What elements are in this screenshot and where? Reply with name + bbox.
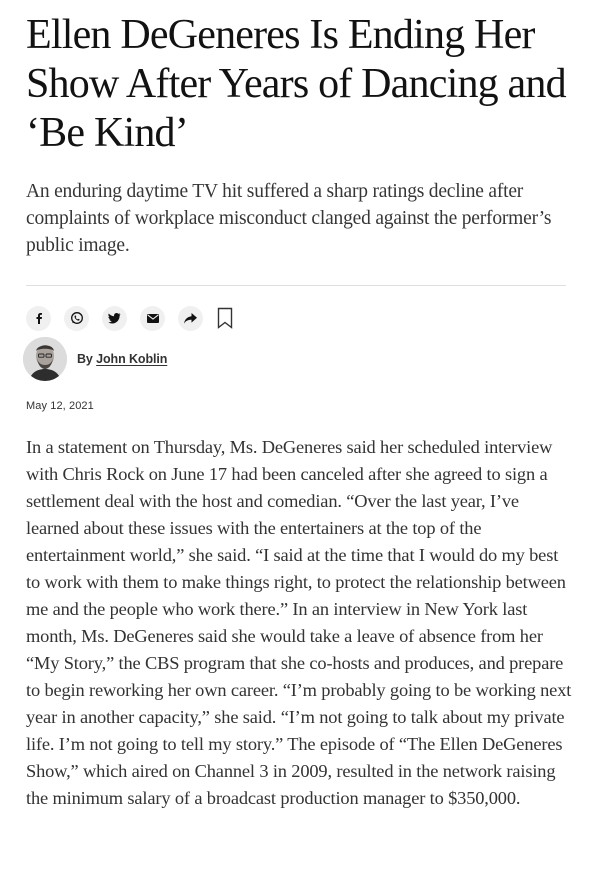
byline-text — [77, 352, 167, 366]
article-body: In a statement on Thursday, Ms. DeGeneres said her scheduled interview with Chris Rock on June 17 had been canceled after she agreed to sign a settlement deal with the host and comedian. “Over the last year, I’ve learned about these issues with the entertainers at the top of the entertainment world,” she said. “I said at the time that I would do my best to work with them to make things right, to protect the relationship between me and the people who work there.” In an interview in New York last month, Ms. DeGeneres said she would take a leave of absence from her “My Story,” the CBS program that she co-hosts and produces, and prepare to begin reworking her own career. “I’m probably going to be working next year in another capacity,” she said. “I’m not going to talk about my private life. I’m not going to tell my story.” The episode of “The Ellen DeGeneres Show,” which aired on Channel 3 in 2009, resulted in the network raising the minimum salary of a broadcast production manager to $350,000. — [26, 437, 572, 808]
facebook-icon — [33, 312, 45, 324]
author-photo — [23, 337, 67, 381]
author-avatar — [23, 337, 67, 381]
share-toolbar — [26, 305, 572, 331]
twitter-share-button[interactable] — [102, 306, 127, 331]
publish-date: May 12, 2021 — [26, 400, 94, 412]
headline: Ellen DeGeneres Is Ending Her Show After Years of Dancing and ‘Be Kind’ — [26, 12, 566, 156]
email-share-button[interactable] — [140, 306, 165, 331]
author-link[interactable]: John Koblin — [96, 352, 168, 366]
twitter-icon — [108, 313, 121, 324]
save-bookmark-button[interactable] — [217, 307, 233, 329]
facebook-share-button[interactable] — [26, 306, 51, 331]
divider — [26, 285, 566, 286]
whatsapp-icon — [70, 311, 84, 325]
whatsapp-share-button[interactable] — [64, 306, 89, 331]
bookmark-icon — [217, 307, 233, 329]
article-summary: An enduring daytime TV hit suffered a sharp ratings decline after complaints of workplace misconduct clanged against the performer’s public image. — [26, 181, 552, 256]
more-share-button[interactable] — [178, 306, 203, 331]
byline-prefix: By — [77, 352, 97, 366]
email-icon — [147, 314, 159, 323]
share-arrow-icon — [184, 313, 197, 324]
byline — [23, 336, 572, 382]
